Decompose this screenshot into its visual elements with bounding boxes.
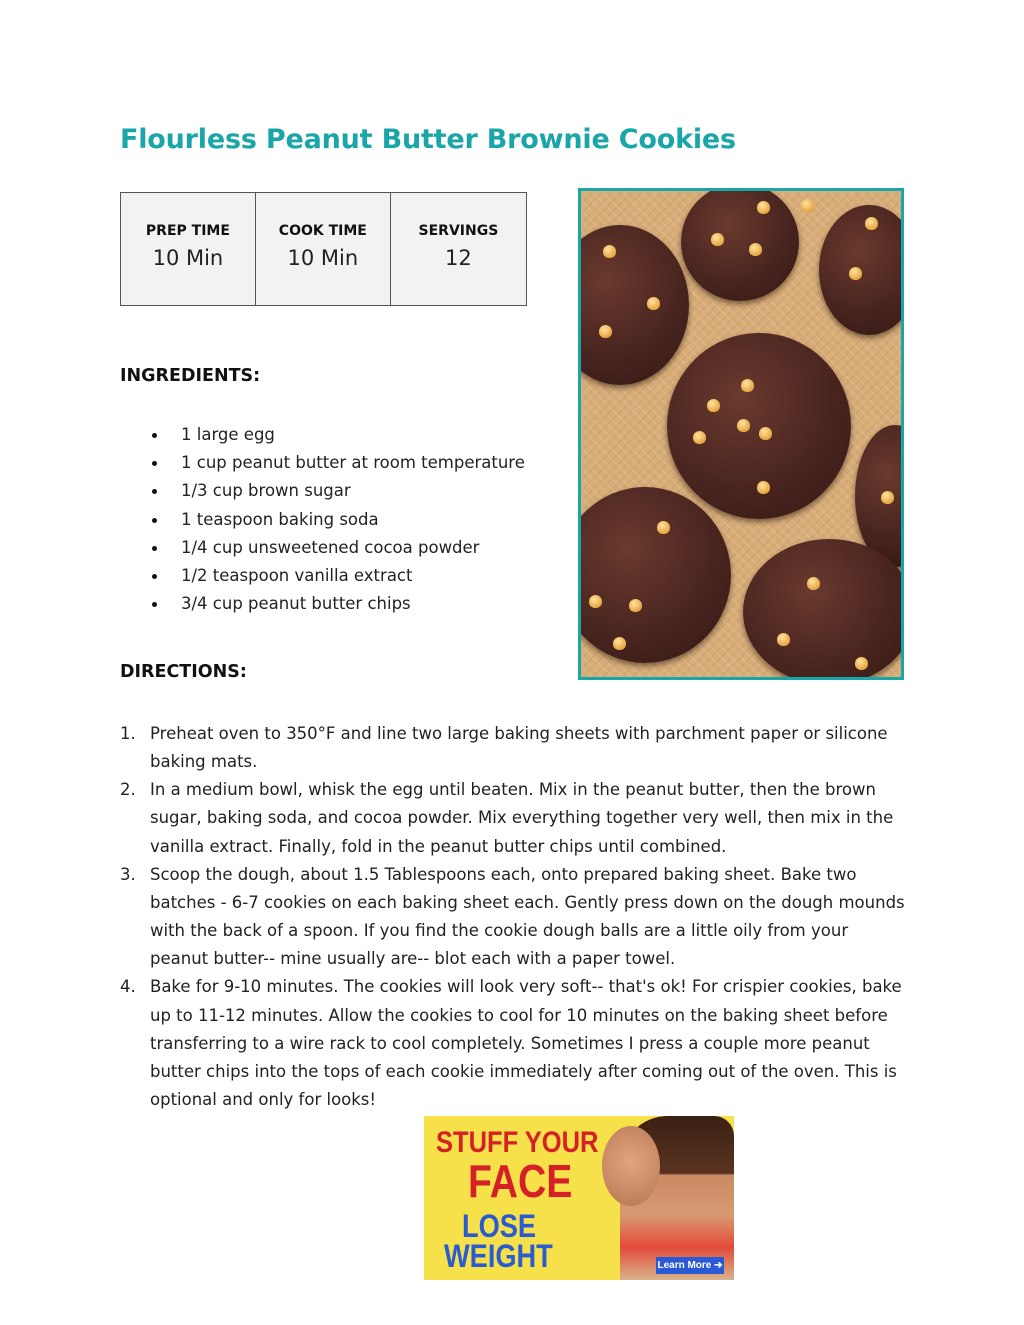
chip (707, 399, 720, 412)
chip (849, 267, 862, 280)
chip (757, 201, 770, 214)
cookie (743, 539, 904, 680)
cook-time-label: COOK TIME (278, 223, 367, 239)
ad-headline-4: WEIGHT (444, 1238, 553, 1274)
direction-step (120, 973, 910, 1114)
ingredient-item: 1 large egg (121, 424, 525, 452)
step-number: 4. (120, 977, 136, 997)
advertisement-banner[interactable] (424, 1116, 734, 1280)
chip (855, 657, 868, 670)
prep-time-value: 10 Min (152, 246, 224, 270)
chip (749, 243, 762, 256)
step-number: 2. (120, 780, 136, 800)
step-text: Preheat oven to 350°F and line two large baking sheets with parchment paper or silicone baking mats. (150, 724, 888, 772)
ad-headline-2: FACE (468, 1155, 573, 1207)
ingredient-item: 1/4 cup unsweetened cocoa powder (121, 537, 525, 565)
directions-list (120, 720, 910, 1114)
chip (757, 481, 770, 494)
step-text: Bake for 9-10 minutes. The cookies will look very soft-- that's ok! For crispier cookies, bake up to 11-12 minutes. Allow the cookies to cool for 10 minutes on the baking sheet before transferring to a wire rack to cool completely. Sometimes I press a couple more peanut butter chips into the tops of each cookie immediately after coming out of the oven. This is optional and only for looks! (150, 977, 902, 1110)
chip (741, 379, 754, 392)
cook-time-value: 10 Min (287, 246, 359, 270)
chip (807, 577, 820, 590)
cook-time-cell (255, 193, 390, 306)
chip (759, 427, 772, 440)
chip (603, 245, 616, 258)
direction-step (120, 720, 910, 776)
step-text: In a medium bowl, whisk the egg until beaten. Mix in the peanut butter, then the brown sugar, baking soda, and cocoa powder. Mix everything together very well, then mix in the vanilla extract. Finally, fold in the peanut butter chips until combined. (150, 780, 894, 856)
ingredient-item: 1 cup peanut butter at room temperature (121, 452, 525, 480)
chip (613, 637, 626, 650)
cookies-photo (578, 188, 904, 680)
chip (881, 491, 894, 504)
chip (589, 595, 602, 608)
ingredient-item: 1/3 cup brown sugar (121, 480, 525, 508)
ingredient-item: 3/4 cup peanut butter chips (121, 593, 525, 621)
chip (737, 419, 750, 432)
cookie (681, 188, 799, 301)
servings-value: 12 (445, 246, 472, 270)
chip (777, 633, 790, 646)
step-number: 1. (120, 724, 136, 743)
chip (801, 199, 814, 212)
servings-cell (390, 193, 526, 306)
chip (657, 521, 670, 534)
servings-label: SERVINGS (418, 223, 499, 239)
step-number: 3. (120, 864, 136, 884)
ingredient-item: 1 teaspoon baking soda (121, 509, 525, 537)
chip (647, 297, 660, 310)
learn-more-button[interactable]: Learn More ➔ (656, 1257, 724, 1274)
step-text: Scoop the dough, about 1.5 Tablespoons each, onto prepared baking sheet. Bake two batches - 6-7 cookies on each baking sheet each. Gently press down on the dough mounds with the back of a spoon. If you find the cookie dough balls are a little oily from your peanut butter-- mine usually are-- blot each with a paper towel. (150, 864, 905, 969)
ingredient-item: 1/2 teaspoon vanilla extract (121, 565, 525, 593)
chip (693, 431, 706, 444)
chip (711, 233, 724, 246)
cookie (578, 225, 689, 385)
cookie (578, 487, 731, 663)
chip (865, 217, 878, 230)
prep-time-label: PREP TIME (145, 223, 230, 239)
directions-heading: DIRECTIONS: (120, 662, 247, 682)
direction-step (120, 861, 910, 974)
direction-step (120, 776, 910, 860)
recipe-title: Flourless Peanut Butter Brownie Cookies (120, 124, 736, 155)
chip (629, 599, 642, 612)
prep-time-cell (121, 193, 256, 306)
recipe-info-table (120, 192, 527, 306)
ingredients-heading: INGREDIENTS: (120, 366, 261, 386)
ad-person-face (602, 1126, 660, 1206)
ingredients-list (121, 424, 525, 621)
ad-headline-1: STUFF YOUR (436, 1126, 599, 1159)
ad-headline-3: LOSE (462, 1208, 537, 1244)
chip (599, 325, 612, 338)
